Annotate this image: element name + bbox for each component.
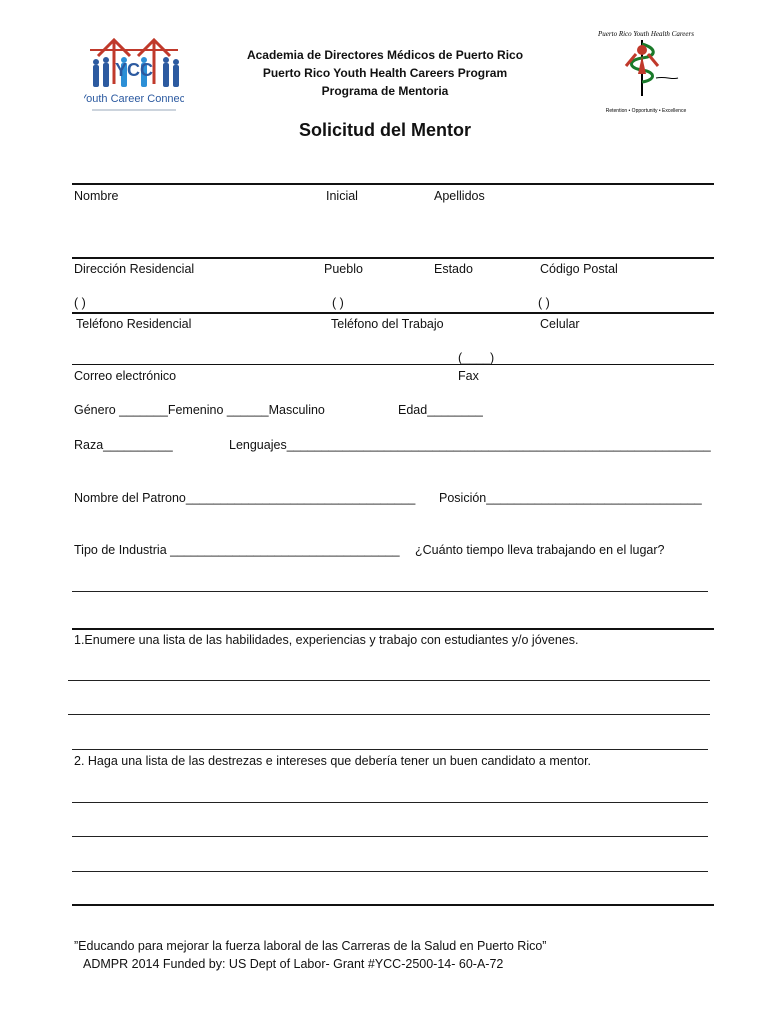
question-1: 1.Enumere una lista de las habilidades, experiencias y trabajo con estudiantes y/o jóvenes. (74, 633, 579, 647)
footer-motto: ”Educando para mejorar la fuerza laboral de las Carreras de la Salud en Puerto Rico” (74, 939, 547, 953)
answer-line-tiempo (72, 591, 708, 592)
label-genero: Género _______Femenino ______Masculino (74, 403, 325, 417)
paren-tel-trabajo: ( ) (332, 296, 344, 310)
label-fax: Fax (458, 369, 479, 383)
footer-funding: ADMPR 2014 Funded by: US Dept of Labor- Grant #YCC-2500-14- 60-A-72 (83, 957, 504, 971)
answer-line-q2-2 (72, 836, 708, 837)
answer-line-q1-3 (72, 749, 708, 750)
label-pueblo: Pueblo (324, 262, 363, 276)
label-patrono: Nombre del Patrono_________________________________ (74, 491, 416, 505)
label-correo: Correo electrónico (74, 369, 177, 383)
ycc-logo-text: Youth Career Connect (84, 93, 184, 105)
label-tiempo: ¿Cuánto tiempo lleva trabajando en el lugar? (415, 543, 665, 557)
answer-line-q2-1 (72, 802, 708, 803)
label-posicion: Posición_______________________________ (439, 491, 702, 505)
header-line-2: Puerto Rico Youth Health Careers Program (262, 66, 508, 80)
rule-address (72, 257, 714, 259)
ycc-letters: YCC (114, 60, 154, 80)
question-2: 2. Haga una lista de las destrezas e intereses que debería tener un buen candidato a mentor. (74, 754, 592, 768)
right-logo-text: Puerto Rico Youth Health Careers (598, 30, 694, 38)
paren-fax: (____) (458, 351, 495, 365)
label-edad: Edad________ (398, 403, 483, 417)
label-codigo-postal: Código Postal (540, 262, 618, 276)
label-tel-residencial: Teléfono Residencial (76, 317, 192, 331)
right-logo-subtext: Retention • Opportunity • Excellence (605, 108, 687, 114)
label-estado: Estado (434, 262, 473, 276)
label-raza: Raza__________ (74, 438, 173, 452)
label-apellidos: Apellidos (434, 189, 485, 203)
label-industria: Tipo de Industria _________________________________ (74, 543, 400, 557)
section-rule-q1 (72, 628, 714, 630)
header-line-3: Programa de Mentoria (321, 84, 449, 98)
paren-tel-residencial: ( ) (74, 296, 86, 310)
header-line-1: Academia de Directores Médicos de Puerto Rico (246, 48, 524, 62)
answer-line-q1-1 (68, 680, 710, 681)
paren-celular: ( ) (538, 296, 550, 310)
section-rule-top (72, 183, 714, 185)
label-direccion: Dirección Residencial (74, 262, 195, 276)
label-tel-trabajo: Teléfono del Trabajo (331, 317, 444, 331)
label-lenguajes: Lenguajes_____________________________________________________________ (229, 438, 711, 452)
label-celular: Celular (540, 317, 580, 331)
rule-email-fax (72, 364, 714, 365)
page-title: Solicitud del Mentor (298, 120, 471, 140)
answer-line-q1-2 (68, 714, 710, 715)
rule-phones (72, 312, 714, 314)
label-nombre: Nombre (74, 189, 119, 203)
label-inicial: Inicial (326, 189, 358, 203)
section-rule-bottom (72, 904, 714, 906)
answer-line-q2-3 (72, 871, 708, 872)
